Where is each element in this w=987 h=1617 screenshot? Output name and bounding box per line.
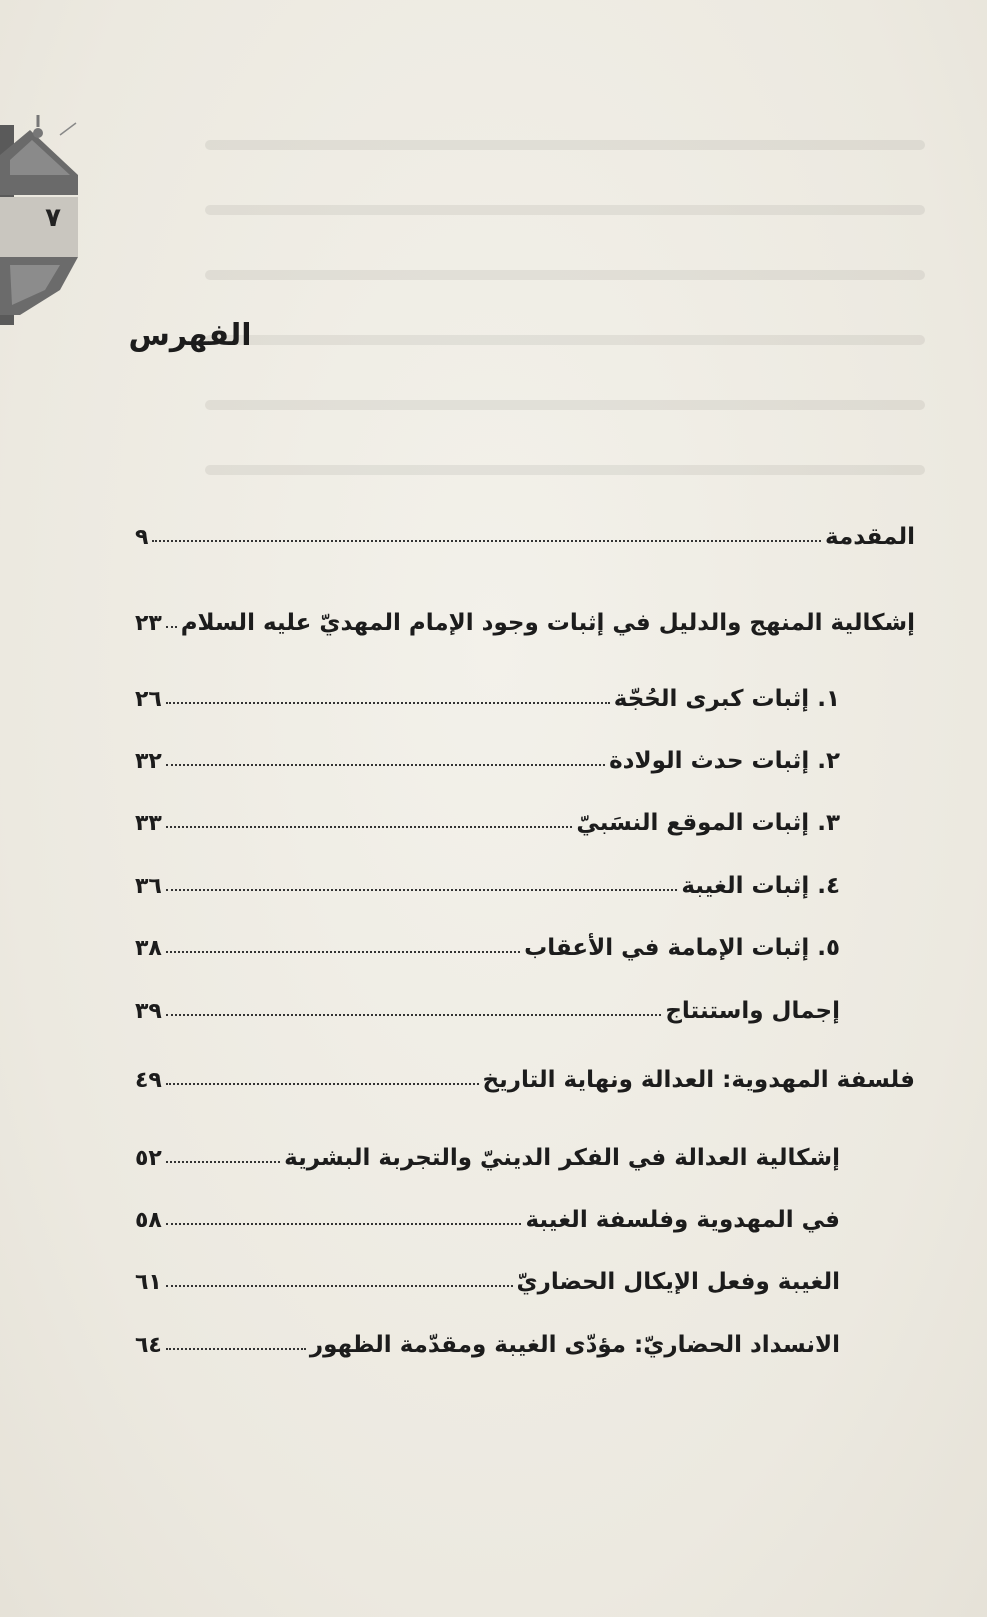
toc-entry-label: إشكالية العدالة في الفكر الدينيّ والتجربة البشرية: [284, 1145, 840, 1171]
toc-entry: [135, 1067, 915, 1093]
dot-leader: [166, 1222, 522, 1225]
toc-entry-page: ٣٨: [135, 936, 162, 961]
page-number: ٧: [45, 203, 61, 233]
dot-leader: [152, 539, 821, 542]
toc-entry-label: الانسداد الحضاريّ: مؤدّى الغيبة ومقدّمة الظهور: [309, 1332, 840, 1358]
dot-leader: [166, 763, 605, 766]
toc-entry-label: فلسفة المهدوية: العدالة ونهاية التاريخ: [482, 1067, 915, 1093]
toc-entry: [135, 686, 840, 712]
toc-entry-label: المقدمة: [825, 524, 915, 550]
toc-entry-page: ٣٣: [135, 811, 162, 836]
dot-leader: [166, 1013, 661, 1016]
toc-entry-label: ٢. إثبات حدث الولادة: [609, 748, 840, 774]
toc-entry-page: ٣٩: [135, 999, 162, 1024]
toc-entry-label: إجمال واستنتاج: [665, 998, 840, 1024]
toc-entry: [135, 1145, 840, 1171]
toc-entry-page: ٣٢: [135, 749, 162, 774]
toc-entry-page: ٣٦: [135, 874, 162, 899]
dot-leader: [166, 625, 177, 628]
toc-entry-label: إشكالية المنهج والدليل في إثبات وجود الإمام المهديّ عليه السلام: [180, 610, 915, 636]
toc-entry: [135, 935, 840, 961]
toc-entry-label: ٣. إثبات الموقع النسَبيّ: [576, 810, 840, 836]
toc-entry-label: ٥. إثبات الإمامة في الأعقاب: [524, 935, 840, 961]
toc-entry-page: ٢٦: [135, 687, 162, 712]
toc-entry-page: ٦١: [135, 1270, 162, 1295]
toc-entry-page: ٦٤: [135, 1333, 162, 1358]
dot-leader: [166, 701, 610, 704]
toc-entry: [135, 873, 840, 899]
toc-entry: [135, 1269, 840, 1295]
toc-entry-page: ٤٩: [135, 1068, 162, 1093]
toc-entry: [135, 610, 915, 636]
toc-entry: [135, 524, 915, 550]
toc-entry: [135, 1207, 840, 1233]
toc-entry-label: ١. إثبات كبرى الحُجّة: [613, 686, 840, 712]
dot-leader: [166, 1082, 479, 1085]
toc-entry: [135, 998, 840, 1024]
dot-leader: [166, 950, 520, 953]
page-title: الفهرس: [128, 318, 252, 353]
toc-entry-label: الغيبة وفعل الإيكال الحضاريّ: [516, 1269, 840, 1295]
dot-leader: [166, 1347, 306, 1350]
toc-entry: [135, 748, 840, 774]
toc-entry-page: ٥٨: [135, 1208, 162, 1233]
toc-entry-page: ٢٣: [135, 611, 162, 636]
dot-leader: [166, 888, 677, 891]
toc-entry: [135, 1332, 840, 1358]
dot-leader: [166, 1160, 280, 1163]
toc-entry-label: ٤. إثبات الغيبة: [681, 873, 840, 899]
toc-entry-label: في المهدوية وفلسفة الغيبة: [525, 1207, 840, 1233]
toc-entry-page: ٥٢: [135, 1146, 162, 1171]
toc-entry: [135, 810, 840, 836]
toc-entry-page: ٩: [135, 525, 149, 550]
dot-leader: [166, 1284, 513, 1287]
dot-leader: [166, 825, 573, 828]
